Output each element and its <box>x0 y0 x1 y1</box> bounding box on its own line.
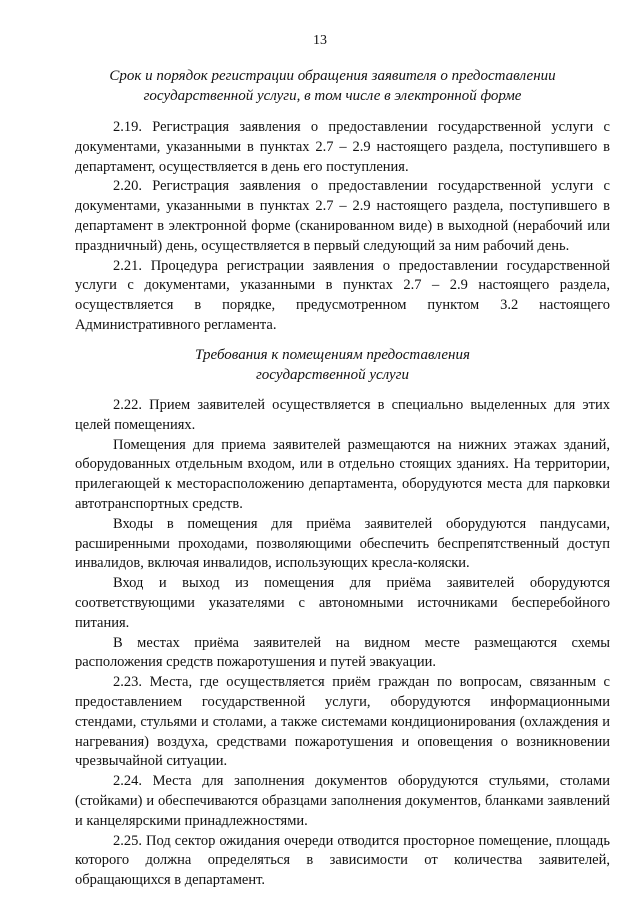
section-heading-registration <box>60 66 605 106</box>
heading-line: Срок и порядок регистрации обращения заявителя о предоставлении <box>109 68 556 84</box>
section-heading-premises <box>60 345 605 385</box>
heading-line: государственной услуги <box>255 367 410 383</box>
section-body-registration <box>75 118 610 336</box>
paragraph-2-19: 2.19. Регистрация заявления о предоставлении государственной услуги с документами, указанными в пунктах 2.7 – 2.9 настоящего раздела, поступившего в департамент, осуществляется в день его поступления. <box>75 119 610 175</box>
paragraph-2-22: 2.22. Прием заявителей осуществляется в специально выделенных для этих целей помещениях. <box>75 397 610 433</box>
page-number: 13 <box>313 33 327 48</box>
paragraph-2-24: 2.24. Места для заполнения документов оборудуются стульями, столами (стойками) и обеспечиваются образцами заполнения документов, бланками заявлений и канцелярскими принадлежностями. <box>75 773 610 829</box>
paragraph-exit-signs: Вход и выход из помещения для приёма заявителей оборудуются соответствующими указателями с автономными источниками бесперебойного питания. <box>75 575 610 631</box>
paragraph-2-21: 2.21. Процедура регистрации заявления о предоставлении государственной услуги с документами, указанными в пунктах 2.7 – 2.9 настоящего раздела, осуществляется в порядке, предусмотренном пунктом 3.2 настоящего Административного регламента. <box>75 257 610 333</box>
heading-line: Требования к помещениям предоставления <box>195 347 470 363</box>
paragraph-2-25: 2.25. Под сектор ожидания очереди отводится просторное помещение, площадь которого должна определяться в зависимости от количества заявителей, обращающихся в департамент. <box>75 832 610 889</box>
paragraph-premises-location: Помещения для приема заявителей размещаются на нижних этажах зданий, оборудованных отдельным входом, или в отдельно стоящих зданиях. На территории, прилегающей к месторасположению департамента, оборудуются места для парковки автотранспортных средств. <box>75 436 610 512</box>
paragraph-2-23: 2.23. Места, где осуществляется приём граждан по вопросам, связанным с предоставлением государственной услуги, оборудуются информационными стендами, стульями и столами, а также системами кондиционирования (охлаждения и нагревания) воздуха, средствами пожаротушения и оповещения о возникновении чрезвычайной ситуации. <box>75 674 610 770</box>
section-body-premises <box>75 396 610 891</box>
paragraph-2-20: 2.20. Регистрация заявления о предоставлении государственной услуги с документами, указанными в пунктах 2.7 – 2.9 настоящего раздела, поступившего в департамент в электронной форме (сканированном виде) в выходной (нерабочий или праздничный) день, осуществляется в первый следующий за ним рабочий день. <box>75 178 610 254</box>
heading-line: государственной услуги, в том числе в электронной форме <box>143 88 522 104</box>
paragraph-entrances: Входы в помещения для приёма заявителей оборудуются пандусами, расширенными проходами, позволяющими обеспечить беспрепятственный доступ инвалидов, включая инвалидов, использующих кресла-коляски. <box>75 515 610 572</box>
paragraph-evacuation: В местах приёма заявителей на видном месте размещаются схемы расположения средств пожаротушения и путей эвакуации. <box>75 634 610 671</box>
